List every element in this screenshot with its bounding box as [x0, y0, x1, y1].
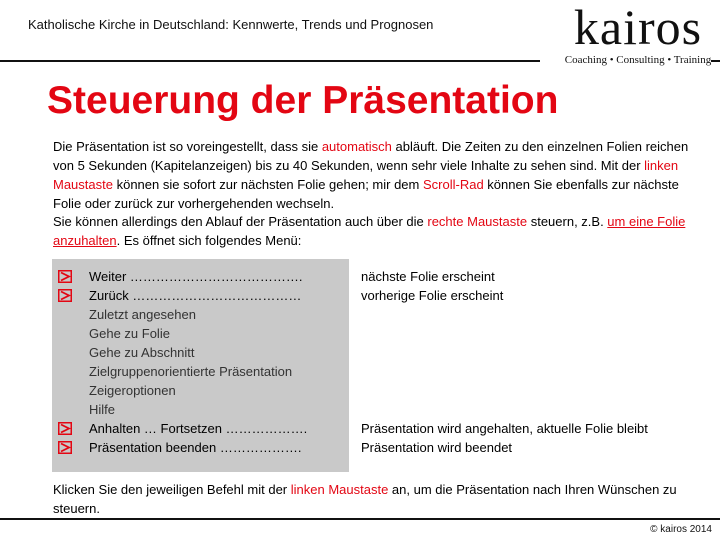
menu-item-go-to-slide[interactable]	[52, 324, 307, 343]
menu-item-label: Gehe zu Folie	[89, 326, 170, 341]
menu-item-custom-show[interactable]	[52, 362, 307, 381]
text-segment: . Es öffnet sich folgendes Menü:	[116, 233, 302, 248]
result-pause: Präsentation wird angehalten, aktuelle Folie bleibt	[361, 421, 648, 436]
text-segment: Die Präsentation ist so voreingestellt, dass sie	[53, 139, 322, 154]
text-segment: können Sie ebenfalls zur nächste Folie oder zurück zur vorhergehenden wechseln.	[53, 177, 679, 211]
highlight-automatic: automatisch	[321, 139, 392, 154]
menu-item-next[interactable]	[52, 267, 307, 286]
arrow-bullet-icon	[58, 289, 72, 302]
menu-item-label: Zeigeroptionen	[89, 383, 176, 398]
header-title: Katholische Kirche in Deutschland: Kennwerte, Trends und Prognosen	[28, 17, 434, 32]
menu-item-end-show[interactable]	[52, 438, 307, 457]
menu-item-label: Anhalten … Fortsetzen ……………….	[89, 421, 308, 436]
closing-paragraph	[53, 480, 698, 518]
context-menu-panel	[52, 259, 349, 472]
text-segment: Klicken Sie den jeweiligen Befehl mit der	[53, 482, 291, 497]
text-segment: Sie können allerdings den Ablauf der Präsentation auch über die	[53, 214, 428, 229]
arrow-bullet-icon	[58, 422, 72, 435]
footer-rule	[0, 518, 720, 520]
result-empty	[361, 305, 648, 324]
menu-item-label: Hilfe	[89, 402, 116, 417]
text-segment: an, um die Präsentation nach Ihren Wünschen zu steuern.	[53, 482, 677, 516]
result-previous: vorherige Folie erscheint	[361, 288, 504, 303]
result-next: nächste Folie erscheint	[361, 269, 495, 284]
context-menu-list	[52, 267, 307, 457]
menu-result-list	[361, 267, 648, 457]
text-segment: steuern, z.B.	[527, 214, 608, 229]
menu-item-label: Gehe zu Abschnitt	[89, 345, 195, 360]
result-empty	[361, 324, 648, 343]
menu-item-label: Zurück …………………………………	[89, 288, 302, 303]
result-empty	[361, 381, 648, 400]
highlight-left-mouse-button: linken Maustaste	[290, 482, 389, 497]
menu-item-label: Zielgruppenorientierte Präsentation	[89, 364, 293, 379]
kairos-logo	[560, 2, 716, 66]
highlight-pause-slide: um eine Folie anzuhalten	[53, 214, 686, 248]
logo-wordmark: kairos	[573, 0, 703, 55]
menu-item-label: Präsentation beenden ……………….	[89, 440, 302, 455]
header-rule-left	[0, 60, 540, 62]
page-title: Steuerung der Präsentation	[47, 79, 559, 122]
arrow-bullet-icon	[58, 441, 72, 454]
highlight-scroll-wheel: Scroll-Rad	[422, 177, 484, 192]
menu-item-label: Zuletzt angesehen	[89, 307, 196, 322]
menu-item-pointer-options[interactable]	[52, 381, 307, 400]
header-rule-right	[711, 60, 720, 62]
logo-tagline: Coaching • Consulting • Training	[564, 54, 712, 66]
text-segment: abläuft. Die Zeiten zu den einzelnen Folien reichen von 5 Sekunden (Kapitelanzeigen) bis zu 40 Sekunden, wenn sehr viele Inhalte zu sehen sind. Mit der	[53, 139, 689, 173]
copyright-notice: © kairos 2014	[650, 524, 712, 535]
text-segment: können sie sofort zur nächsten Folie gehen; mir dem	[112, 177, 423, 192]
result-empty	[361, 343, 648, 362]
menu-item-help[interactable]	[52, 400, 307, 419]
menu-item-last-viewed[interactable]	[52, 305, 307, 324]
menu-item-previous[interactable]	[52, 286, 307, 305]
result-empty	[361, 400, 648, 419]
arrow-bullet-icon	[58, 270, 72, 283]
highlight-left-mouse-button: linken Maustaste	[53, 158, 679, 192]
menu-item-label: Weiter ………………………………….	[89, 269, 303, 284]
result-empty	[361, 362, 648, 381]
menu-item-go-to-section[interactable]	[52, 343, 307, 362]
result-end: Präsentation wird beendet	[361, 440, 513, 455]
context-menu-paragraph	[53, 212, 698, 250]
highlight-right-mouse-button: rechte Maustaste	[427, 214, 528, 229]
intro-paragraph	[53, 137, 698, 213]
menu-item-pause-resume[interactable]	[52, 419, 307, 438]
